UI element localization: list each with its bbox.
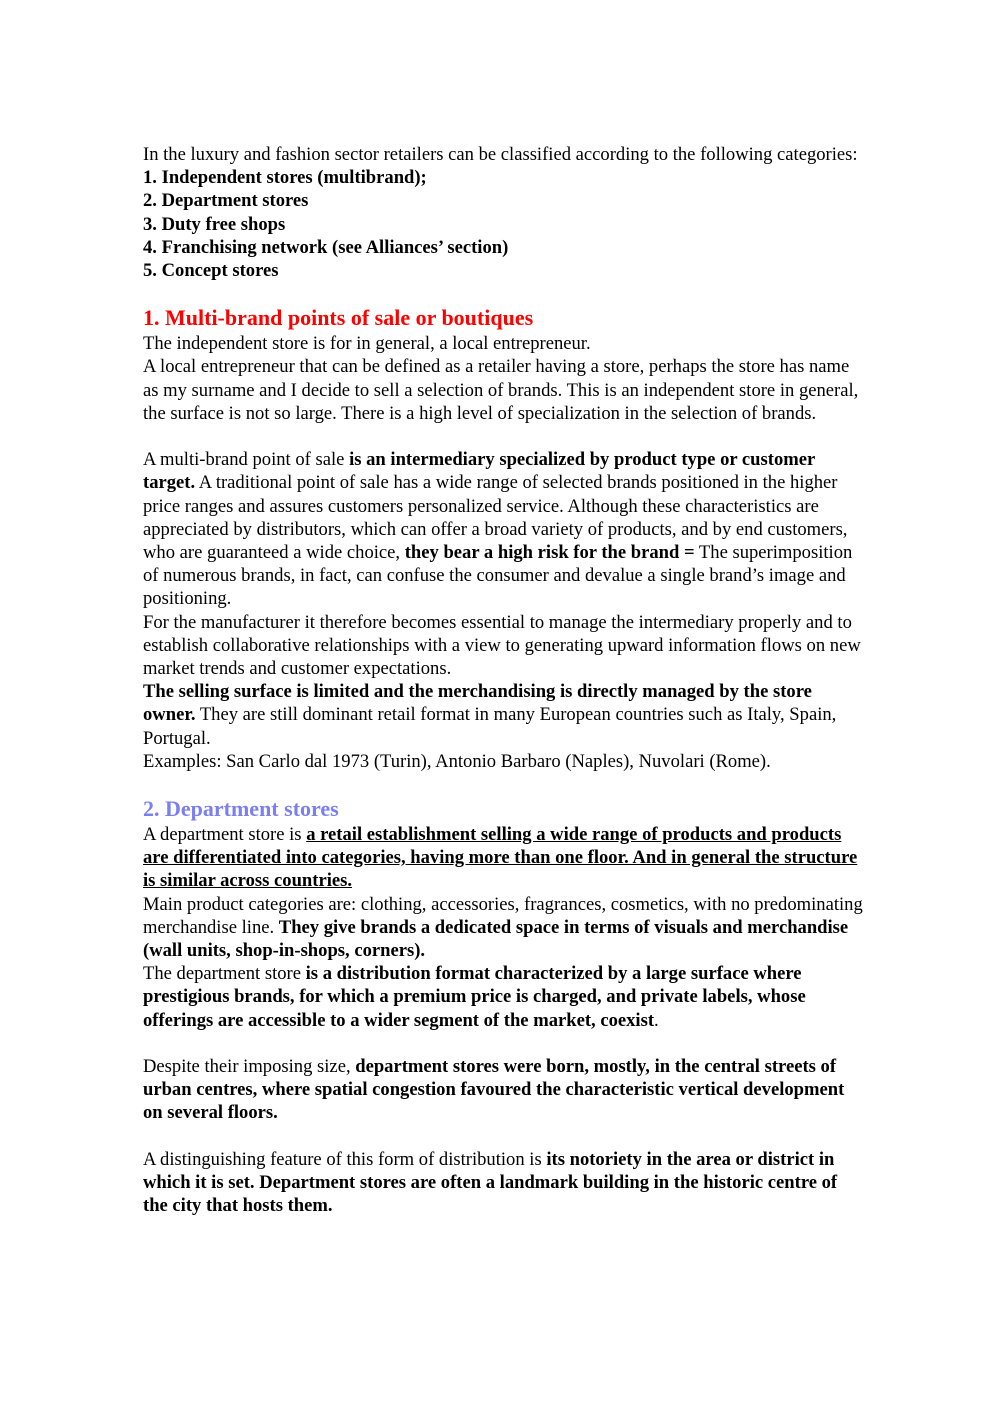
section-1-heading: 1. Multi-brand points of sale or boutiques	[143, 305, 534, 331]
text-run: A department store is	[143, 824, 307, 846]
category-item-1: 1. Independent stores (multibrand);	[143, 167, 427, 189]
category-item-3: 3. Duty free shops	[143, 213, 286, 235]
spacer	[143, 282, 863, 304]
text-run: The department store	[143, 963, 306, 985]
spacer	[143, 425, 863, 448]
text-run: .	[654, 1009, 659, 1031]
category-item-2: 2. Department stores	[143, 190, 309, 212]
spacer	[143, 1125, 863, 1148]
text-run: They are still dominant retail format in many European countries such as Italy, Spain, Portugal.	[143, 704, 837, 749]
section-1-paragraph-1: The independent store is for in general, a local entrepreneur.	[143, 333, 591, 355]
category-item-5: 5. Concept stores	[143, 260, 279, 282]
emphasis-text: they bear a high risk for the brand =	[404, 542, 695, 564]
section-1-paragraph-3	[143, 448, 863, 610]
text-run: A traditional point of sale has a wide range of selected brands positioned in the higher price ranges and assures customers personalized service. Although these characteristics are appreciated by distributors, which can offer a broad variety of products, and by end customers, who are guaranteed a wide choice,	[143, 472, 848, 564]
section-2-paragraph-4	[143, 1055, 863, 1125]
text-run: A distinguishing feature of this form of distribution is	[143, 1148, 547, 1170]
emphasis-text: its notoriety in the area or district in which it is set. Department stores are often a landmark building in the historic centre of the city that hosts them.	[143, 1148, 838, 1217]
section-1-paragraph-2: A local entrepreneur that can be defined as a retailer having a store, perhaps the store has name as my surname and I decide to sell a selection of brands. This is an independent store in general, the surface is not so large. There is a high level of specialization in the selection of brands.	[143, 356, 859, 424]
section-2-paragraph-2	[143, 893, 863, 963]
intro-paragraph: In the luxury and fashion sector retailers can be classified according to the following categories:	[143, 144, 858, 165]
text-run: Despite their imposing size,	[143, 1056, 356, 1078]
document-page	[143, 143, 863, 1217]
text-run: Main product categories are: clothing, accessories, fragrances, cosmetics, with no predominating merchandise line.	[143, 893, 863, 938]
section-2-paragraph-1	[143, 823, 863, 893]
emphasis-text: They give brands a dedicated space in terms of visuals and merchandise (wall units, shop-in-shops, corners).	[143, 916, 849, 962]
section-2-paragraph-3	[143, 962, 863, 1032]
emphasis-text: is a distribution format characterized by a large surface where prestigious brands, for which a premium price is charged, and private labels, whose offerings are accessible to a wider segment of the market, coexist	[143, 963, 806, 1031]
emphasis-text: The selling surface is limited and the merchandising is directly managed by the store owner.	[143, 681, 812, 726]
emphasis-text: department stores were born, mostly, in the central streets of urban centres, where spatial congestion favoured the characteristic vertical development on several floors.	[143, 1056, 845, 1124]
section-1-examples: Examples: San Carlo dal 1973 (Turin), Antonio Barbaro (Naples), Nuvolari (Rome).	[143, 750, 771, 772]
text-run: The superimposition of numerous brands, in fact, can confuse the consumer and devalue a single brand’s image and positioning.	[143, 542, 853, 610]
text-run: A multi-brand point of sale	[143, 449, 350, 471]
category-item-4: 4. Franchising network (see Alliances’ section)	[143, 236, 509, 258]
emphasis-text: is an intermediary specialized by product type or customer target.	[143, 449, 815, 494]
section-2-paragraph-5	[143, 1148, 863, 1218]
section-2-heading: 2. Department stores	[143, 796, 339, 822]
underlined-emphasis-text: a retail establishment selling a wide range of products and products are differentiated into categories, having more than one floor. And in general the structure is similar across countries.	[143, 824, 858, 892]
spacer	[143, 773, 863, 795]
section-1-paragraph-5	[143, 680, 863, 750]
spacer	[143, 1032, 863, 1055]
section-1-paragraph-4: For the manufacturer it therefore becomes essential to manage the intermediary properly and to establish collaborative relationships with a view to generating upward information flows on new market trends and customer expectations.	[143, 611, 861, 680]
